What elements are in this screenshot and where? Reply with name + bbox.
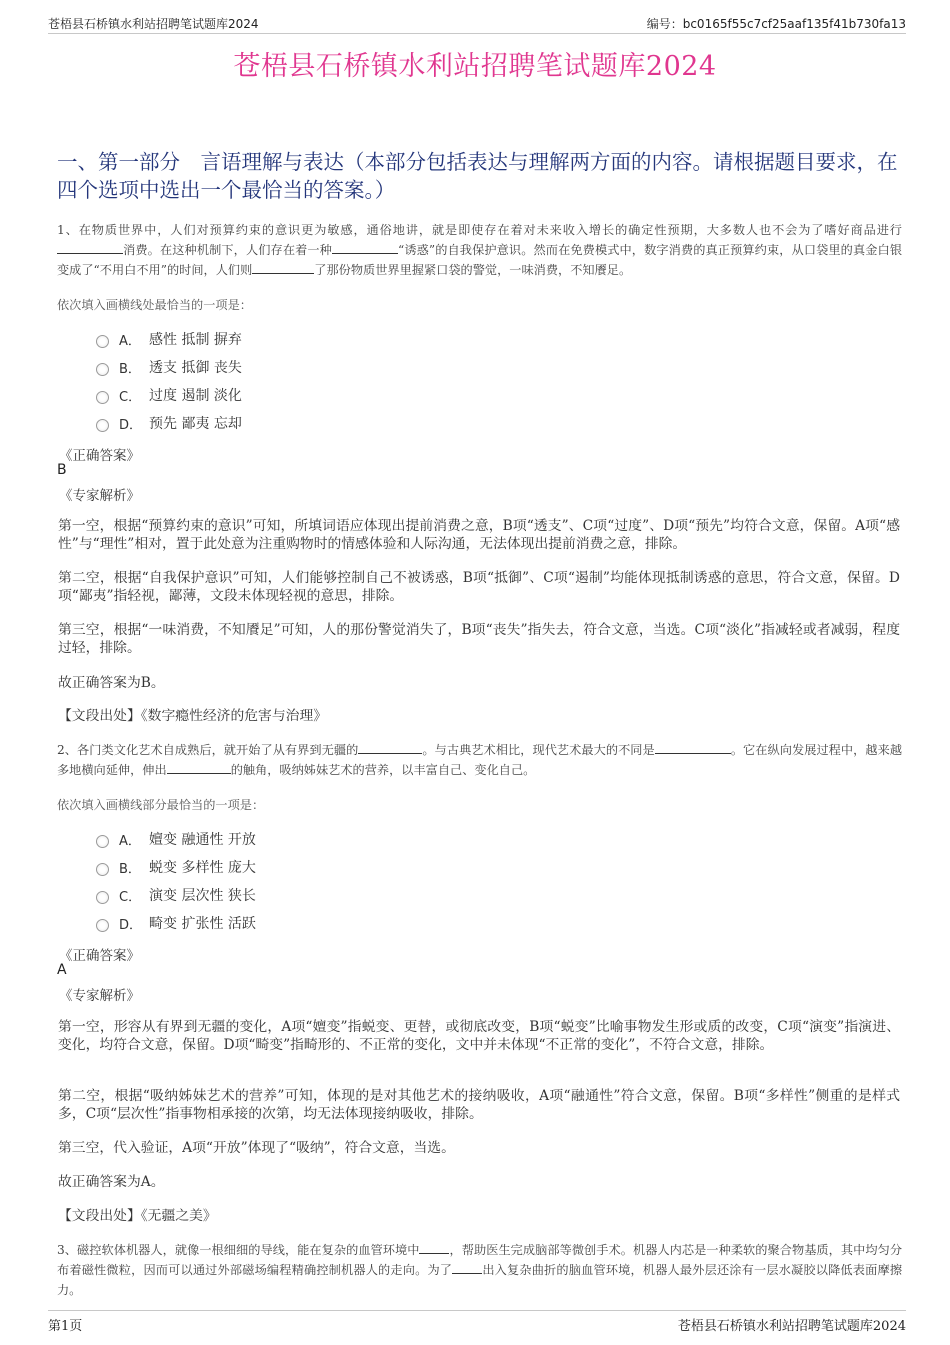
page-footer xyxy=(48,1310,906,1334)
stem-text: 。它在纵向发展过程中，越来越多地横向延伸，伸出 xyxy=(57,743,903,777)
q1-answer: B xyxy=(57,462,67,478)
q1-option-c[interactable] xyxy=(96,384,242,406)
question-2-prompt: 依次填入画横线部分最恰当的一项是： xyxy=(57,798,265,812)
page-header xyxy=(48,12,906,34)
option-letter: C． xyxy=(119,889,142,905)
stem-text: 3、磁控软体机器人，就像一根细细的导线，能在复杂的血管环境中 xyxy=(57,1243,420,1257)
q1-option-a[interactable] xyxy=(96,328,242,350)
page-title: 苍梧县石桥镇水利站招聘笔试题库2024 xyxy=(233,51,717,82)
radio-icon[interactable] xyxy=(96,419,109,432)
answer-blank xyxy=(655,742,731,754)
stem-text: 消费。在这种机制下，人们存在着一种 xyxy=(123,243,332,257)
q1-analysis-label: 《专家解析》 xyxy=(59,488,140,504)
question-3-stem xyxy=(57,1240,902,1300)
option-letter: C． xyxy=(119,389,142,405)
page-number: 第1页 xyxy=(48,1319,83,1334)
stem-text: 出入复杂曲折的脑血管环境，机器人最外层还涂有一层水凝胶以降低表面摩擦力。 xyxy=(57,1263,903,1297)
option-text: 过度 遏制 淡化 xyxy=(149,388,242,404)
answer-blank xyxy=(419,1242,449,1254)
option-text: 演变 层次性 狭长 xyxy=(149,888,256,904)
option-text: 嬗变 融通性 开放 xyxy=(149,832,256,848)
radio-icon[interactable] xyxy=(96,863,109,876)
q2-analysis-para: 第一空，形容从有界到无疆的变化，A项“嬗变”指蜕变、更替，或彻底改变，B项“蜕变”比喻事物发生形或质的改变，C项“演变”指演进、变化，均符合文意，保留。D项“畸变”指畸形的、不正常的变化，文中并未体现“不正常的变化”，不符合文意，排除。 xyxy=(58,1019,900,1053)
footer-title: 苍梧县石桥镇水利站招聘笔试题库2024 xyxy=(677,1319,906,1334)
q2-answer: A xyxy=(57,962,67,978)
question-1-prompt: 依次填入画横线处最恰当的一项是： xyxy=(57,298,252,312)
header-title: 苍梧县石桥镇水利站招聘笔试题库2024 xyxy=(48,17,259,31)
option-letter: B． xyxy=(119,361,141,377)
q2-analysis-para: 故正确答案为A。 xyxy=(58,1174,165,1190)
option-letter: D． xyxy=(119,917,143,933)
option-text: 畸变 扩张性 活跃 xyxy=(149,916,256,932)
q1-analysis-para: 第三空，根据“一味消费，不知餍足”可知，人的那份警觉消失了，B项“丧失”指失去，符合文意，当选。C项“淡化”指减轻或者减弱，程度过轻，排除。 xyxy=(58,622,900,656)
header-doc-id: 编号：bc0165f55c7cf25aaf135f41b730fa13 xyxy=(646,17,906,31)
section-heading: 一、第一部分 言语理解与表达（本部分包括表达与理解两方面的内容。请根据题目要求，在四个选项中选出一个最恰当的答案。） xyxy=(57,150,898,202)
stem-text: ，帮助医生完成脑部等微创手术。机器人内芯是一种柔软的聚合物基质，其中均匀分布着磁性微粒，因而可以通过外部磁场编程精确控制机器人的走向。为了 xyxy=(57,1243,903,1277)
q1-source: 【文段出处】《数字瘾性经济的危害与治理》 xyxy=(58,708,328,724)
q1-analysis-para: 第一空，根据“预算约束的意识”可知，所填词语应体现出提前消费之意，B项“透支”、C项“过度”、D项“预先”均符合文意，保留。A项“感性”与“理性”相对，置于此处意为注重购物时的情感体验和人际沟通，无法体现出提前消费之意，排除。 xyxy=(58,518,900,552)
q2-source: 【文段出处】《无疆之美》 xyxy=(58,1208,217,1224)
radio-icon[interactable] xyxy=(96,891,109,904)
option-text: 透支 抵御 丧失 xyxy=(149,360,242,376)
answer-blank xyxy=(252,262,314,274)
q2-option-d[interactable] xyxy=(96,912,256,934)
q1-analysis-para: 第二空，根据“自我保护意识”可知，人们能够控制自己不被诱惑，B项“抵御”、C项“遏制”均能体现抵制诱惑的意思，符合文意，保留。D项“鄙夷”指轻视，鄙薄，文段未体现轻视的意思，排除。 xyxy=(58,570,900,604)
q2-option-c[interactable] xyxy=(96,884,256,906)
option-letter: D． xyxy=(119,417,143,433)
answer-blank xyxy=(57,242,123,254)
q2-answer-label: 《正确答案》 xyxy=(59,948,140,964)
q1-analysis-para: 故正确答案为B。 xyxy=(58,675,165,691)
stem-text: 1、在物质世界中，人们对预算约束的意识更为敏感，通俗地讲，就是即使存在着对未来收入增长的确定性预期，大多数人也不会为了嗜好商品进行 xyxy=(57,223,902,237)
q2-option-b[interactable] xyxy=(96,856,256,878)
stem-text: 。与古典艺术相比，现代艺术最大的不同是 xyxy=(422,743,655,757)
q2-option-a[interactable] xyxy=(96,828,256,850)
q2-analysis-para: 第二空，根据“吸纳姊妹艺术的营养”可知，体现的是对其他艺术的接纳吸收，A项“融通性”符合文意，保留。B项“多样性”侧重的是样式多，C项“层次性”指事物相承接的次第，均无法体现接纳吸收，排除。 xyxy=(58,1088,900,1122)
radio-icon[interactable] xyxy=(96,835,109,848)
q1-answer-label: 《正确答案》 xyxy=(59,448,140,464)
option-letter: A． xyxy=(119,833,141,849)
option-text: 蜕变 多样性 庞大 xyxy=(149,860,256,876)
option-letter: A． xyxy=(119,333,141,349)
question-2-stem xyxy=(57,740,902,780)
option-text: 感性 抵制 摒弃 xyxy=(149,332,242,348)
radio-icon[interactable] xyxy=(96,363,109,376)
option-text: 预先 鄙夷 忘却 xyxy=(149,416,242,432)
radio-icon[interactable] xyxy=(96,391,109,404)
q2-analysis-label: 《专家解析》 xyxy=(59,988,140,1004)
q2-analysis-para: 第三空，代入验证，A项“开放”体现了“吸纳”，符合文意，当选。 xyxy=(58,1140,455,1156)
answer-blank xyxy=(358,742,422,754)
answer-blank xyxy=(332,242,398,254)
stem-text: “诱惑”的自我保护意识。然而在免费模式中，数字消费的真正预算约束，从口袋里的真金白银变成了“不用白不用”的时间，人们则 xyxy=(57,243,903,277)
stem-text: 了那份物质世界里握紧口袋的警觉，一味消费，不知餍足。 xyxy=(314,263,632,277)
radio-icon[interactable] xyxy=(96,335,109,348)
option-letter: B． xyxy=(119,861,141,877)
stem-text: 2、各门类文化艺术自成熟后，就开始了从有界到无疆的 xyxy=(57,743,359,757)
question-1-stem xyxy=(57,220,902,280)
stem-text: 的触角，吸纳姊妹艺术的营养，以丰富自己、变化自己。 xyxy=(230,763,536,777)
answer-blank xyxy=(167,762,231,774)
q1-option-b[interactable] xyxy=(96,356,242,378)
radio-icon[interactable] xyxy=(96,919,109,932)
answer-blank xyxy=(452,1262,482,1274)
q1-option-d[interactable] xyxy=(96,412,242,434)
